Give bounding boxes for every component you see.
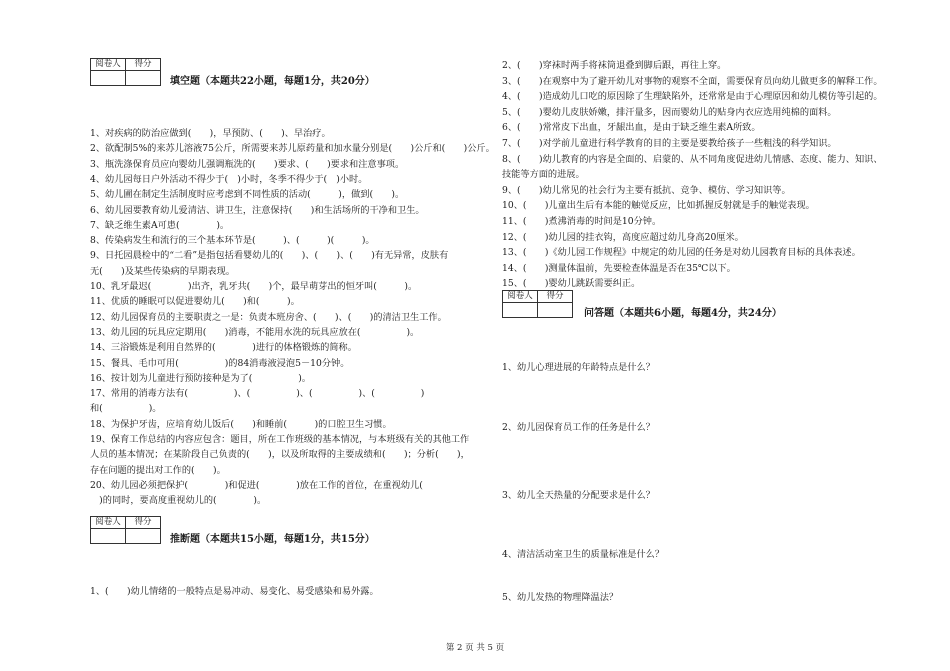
fill-question-line: 存在问题的提出对工作的( )。 [90,464,226,476]
score-cell[interactable] [126,529,161,544]
score-label: 得分 [126,517,161,529]
fill-question-line: 无( )及某些传染病的早期表现。 [90,265,235,277]
qa-section-title: 问答题（本题共6小题，每题4分，共24分） [584,308,782,319]
fill-question-line: 15、餐具、毛巾可用( )的84消毒液浸泡5－10分钟。 [90,357,350,369]
fill-question-line: 1、对疾病的防治应做到( )，早预防、( )、早治疗。 [90,128,331,139]
fill-question-line: 2、欲配制5%的来苏儿溶液75公斤，所需要来苏儿原药量和加水量分别是( )公斤和( )公斤。 [90,143,495,155]
score-cell[interactable] [126,71,161,86]
fill-question-line: 人员的基本情况；在某阶段自己负责的( )，以及所取得的主要成绩和( )；分析( )， [90,449,470,461]
score-label: 得分 [538,291,573,303]
fill-question-line: 14、三浴锻炼是利用自然界的( )进行的体格锻炼的简称。 [90,342,357,354]
reviewer-cell[interactable] [91,71,126,86]
fill-question-line: 3、瓶洗涤保育员应向婴幼儿强调瓶洗的( )要求、( )要求和注意事项。 [90,158,405,170]
qa-question: 4、清洁活动室卫生的质量标准是什么？ [502,549,665,560]
fill-question-line: 6、幼儿园要教育幼儿爱清洁、讲卫生，注意保持( )和生活场所的干净和卫生。 [90,204,425,216]
judge-question-line: 7、( )对学前儿童进行科学教育的目的主要是要教给孩子一些粗浅的科学知识。 [502,138,837,149]
fill-question-line: 18、为保护牙齿，应培育幼儿饭后( )和睡前( )的口腔卫生习惯。 [90,418,392,430]
judge-question-line: 11、( )煮沸消毒的时间是10分钟。 [502,216,662,227]
qa-question: 1、幼儿心理进展的年龄特点是什么？ [502,362,655,373]
judge-question-line: 4、( )造成幼儿口吃的原因除了生理缺陷外，还常常是由于心理原因和幼儿模仿等引起的。 [502,91,883,103]
judge-section-title: 推断题（本题共15小题，每题1分，共15分） [170,534,375,545]
reviewer-label: 阅卷人 [91,59,126,71]
fill-question-line: 7、缺乏维生素A可患( )。 [90,219,230,231]
score-box-judge [90,516,161,544]
fill-question-line: )的同时，要高度重视幼儿的( )。 [90,495,267,507]
judge-question-line: 技能等方面的进展。 [502,169,585,181]
score-cell[interactable] [538,303,573,318]
fill-question-line: 12、幼儿园保育员的主要职责之一是：负责本班房舍、( )、( )的清洁卫生工作。 [90,311,447,323]
fill-section-title: 填空题（本题共22小题，每题1分，共20分） [170,76,375,87]
score-label: 得分 [126,59,161,71]
score-box-qa [502,290,573,318]
judge-question-line: 3、( )在观察中为了避开幼儿对事物的观察不全面，需要保育员向幼儿做更多的解释工作。 [502,75,883,87]
fill-question-line: 9、日托园晨检中的“二看”是指包括看婴幼儿的( )、( )、( )有无异常，皮肤有 [90,250,449,262]
reviewer-label: 阅卷人 [503,291,538,303]
fill-question-line: 8、传染病发生和流行的三个基本环节是( )、( )( )。 [90,235,375,247]
score-box-fill [90,58,161,86]
fill-question-line: 17、常用的消毒方法有( )、( )、( )、( ) [90,388,425,400]
judge-question-line: 13、( )《幼儿园工作规程》中规定的幼儿园的任务是对幼儿园教育目标的具体表述。 [502,247,861,259]
judge-question-line: 14、( )测量体温前，先要检查体温是否在35℃以下。 [502,262,736,274]
reviewer-label: 阅卷人 [91,517,126,529]
fill-question-line: 13、幼儿园的玩具应定期用( )消毒，不能用水洗的玩具应放在( )。 [90,326,420,338]
reviewer-cell[interactable] [503,303,538,318]
judge-question-line: 2、( )穿袜时两手将袜筒退叠到脚后跟，再往上穿。 [502,60,727,71]
judge-question-line: 10、( )儿童出生后有本能的触觉反应，比如抓握反射就是手的触觉表现。 [502,200,815,212]
reviewer-cell[interactable] [91,529,126,544]
judge-question-line: 12、( )幼儿园的挂衣钩，高度应超过幼儿身高20厘米。 [502,231,744,243]
judge-question-line: 9、( )幼儿常见的社会行为主要有抵抗、竞争、模仿、学习知识等。 [502,184,791,196]
fill-question-line: 19、保育工作总结的内容应包含：题目，所在工作班级的基本情况，与本班级有关的其他工作 [90,434,470,445]
page-footer: 第 2 页 共 5 页 [445,643,505,653]
fill-question-line: 4、幼儿园每日户外活动不得少于( )小时，冬季不得少于( )小时。 [90,173,368,185]
fill-question-line: 和( )。 [90,403,162,415]
fill-question-line: 5、幼儿圃在制定生活制度时应考虑到不同性质的活动( )，做到( )。 [90,189,405,201]
judge-question-line: 15、( )婴幼儿跳跃需要纠正。 [502,278,641,290]
fill-question-line: 20、幼儿园必须把保护( )和促进( )放在工作的首位，在重视幼儿( [90,479,423,491]
judge-question-line: 5、( )婴幼儿皮肤娇嫩，排汗量多，因而婴幼儿的贴身内衣应选用纯棉的面料。 [502,106,837,118]
fill-question-line: 11、优质的睡眠可以促进婴幼儿( )和( )。 [90,296,300,308]
fill-question-line: 10、乳牙最迟( )出齐，乳牙共( )个，最早萌芽出的恒牙叫( )。 [90,281,418,292]
qa-question: 3、幼儿全天热量的分配要求是什么？ [502,490,655,501]
qa-question: 2、幼儿园保育员工作的任务是什么？ [502,422,655,433]
fill-question-line: 16、按计划为儿童进行预防接种是为了( )。 [90,372,311,384]
judge-question-line: 6、( )常常皮下出血，牙龈出血，是由于缺乏维生素A所致。 [502,122,761,134]
qa-question: 5、幼儿发热的物理降温法？ [502,592,619,603]
judge-question-1: 1、( )幼儿情绪的一般特点是易冲动、易变化、易受感染和易外露。 [90,586,379,597]
judge-question-line: 8、( )幼儿教育的内容是全面的、启蒙的、从不同角度促进幼儿情感、态度、能力、知识、 [502,153,883,165]
